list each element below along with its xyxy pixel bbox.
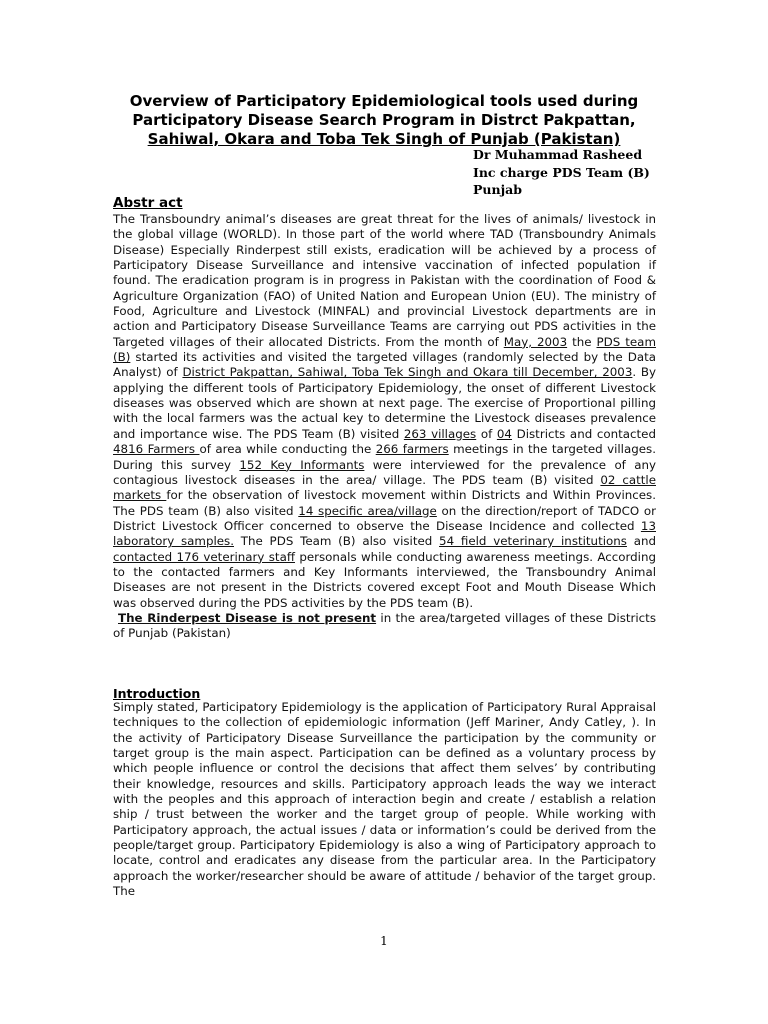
abstract-underlined-districts: District Pakpattan, Sahiwal, Toba Tek Singh and Okara till December, 2003 — [182, 365, 633, 380]
abstract-heading: Abstr act — [113, 195, 183, 211]
abstract-text: on the direction/report of TADCO or District Livestock Officer concerned to observe the Disease Incidence and collected — [113, 503, 656, 533]
abstract-text: The Transboundry animal’s diseases are great threat for the lives of animals/ livestock in the global village (WORLD). In those part of the world where TAD (Transboundry Animals Disease) Especially Rinderpest still exists, eradication will be achieved by a process of Participatory Disease Surveillance and intensive vaccination of infected population if found. The eradication program is in progress in Pakistan with the coordination of Food & Agriculture Organization (FAO) of United Nation and European Union (EU). The ministry of Food, Agriculture and Livestock (MINFAL) and provincial Livestock departments are in action and Participatory Disease Surveillance Teams are carrying out PDS activities in the Targeted villages of their allocated Districts. From the month of — [113, 212, 656, 349]
author-block — [473, 146, 650, 199]
document-title — [100, 92, 668, 149]
title-line-1: Overview of Participatory Epidemiological tools used during — [129, 92, 639, 110]
abstract-underlined-key-informants: 152 Key Informants — [239, 457, 365, 472]
title-line-3: Sahiwal, Okara and Toba Tek Singh of Punjab (Pakistan) — [147, 130, 621, 148]
title-line-2: Participatory Disease Search Program in Distrct Pakpattan, — [132, 111, 636, 129]
abstract-underlined-specific-area: 14 specific area/village — [298, 503, 437, 518]
abstract-underlined-cattle-markets: 02 cattle markets — [113, 472, 656, 503]
rinderpest-bold-text: The Rinderpest Disease is not present — [118, 610, 377, 625]
abstract-underlined-date: May, 2003 — [503, 334, 568, 349]
abstract-text: of area while conducting the — [199, 442, 376, 457]
abstract-text: meetings in the targeted villages. During this survey — [113, 442, 656, 472]
abstract-text: the — [567, 334, 597, 349]
abstract-underlined-team: PDS team (B) — [113, 334, 656, 365]
author-place: Punjab — [473, 182, 522, 197]
author-role: Inc charge PDS Team (B) — [473, 164, 650, 180]
abstract-text: and — [626, 534, 656, 549]
introduction-heading: Introduction — [113, 686, 201, 701]
abstract-underlined-district-count: 04 — [496, 426, 512, 441]
abstract-text: Districts and contacted — [511, 426, 656, 441]
abstract-underlined-institutions: 54 field veterinary institutions — [439, 534, 627, 549]
abstract-text: were interviewed for the prevalence of any contagious livestock diseases in the area/ village. The PDS team (B) visited — [113, 457, 656, 487]
abstract-underlined-villages: 263 villages — [403, 426, 477, 441]
abstract-underlined-lab-samples: 13 laboratory samples. — [113, 518, 656, 549]
abstract-paragraph — [113, 212, 656, 611]
abstract-text: The PDS Team (B) also visited — [233, 534, 440, 549]
abstract-text: of — [476, 426, 497, 441]
rinderpest-rest-text: in the area/targeted villages of these Districts of Punjab (Pakistan) — [113, 610, 656, 641]
abstract-underlined-meetings: 266 farmers — [375, 442, 449, 457]
abstract-text: personals while conducting awareness meetings. According to the contacted farmers and Key Informants interviewed, the Transboundry Animal Diseases are not present in the Districts covered except Foot and Mouth Disease Which was observed during the PDS activities by the PDS team (B). — [113, 549, 656, 610]
abstract-body — [113, 212, 656, 642]
abstract-text: for the observation of livestock movement within Districts and Within Provinces. The PDS team (B) also visited — [113, 488, 656, 518]
introduction-body: Simply stated, Participatory Epidemiology is the application of Participatory Rural Appraisal techniques to the collection of epidemiologic information (Jeff Mariner, Andy Catley, ). In the activity of Participatory Disease Surveillance the participation by the community or target group is the main aspect. Participation can be defined as a voluntary process by which people influence or control the decisions that affect them selves’ by contributing their knowledge, resources and skills. Participatory approach leads the way we interact with the peoples and this approach of interaction begin and create / establish a relation ship / trust between the worker and the target group of people. While working with Participatory approach, the actual issues / data or information’s could be derived from the people/target group. Participatory Epidemiology is also a wing of Participatory approach to locate, control and eradicates any disease from the particular area. In the Participatory approach the worker/researcher should be aware of attitude / behavior of the target group. The — [113, 700, 656, 899]
abstract-underlined-staff: contacted 176 veterinary staff — [113, 549, 295, 564]
abstract-underlined-farmers: 4816 Farmers — [113, 442, 200, 457]
author-name: Dr Muhammad Rasheed — [473, 147, 643, 162]
abstract-text: started its activities and visited the targeted villages (randomly selected by the Data Analyst) of — [113, 350, 656, 380]
page-number: 1 — [380, 934, 388, 948]
abstract-text: . By applying the different tools of Participatory Epidemiology, the onset of different Livestock diseases was observed which are shown at next page. The exercise of Proportional pilling with the local farmers was the actual key to determine the Livestock diseases prevalence and importance wise. The PDS Team (B) visited — [113, 365, 656, 441]
rinderpest-statement — [113, 611, 656, 642]
